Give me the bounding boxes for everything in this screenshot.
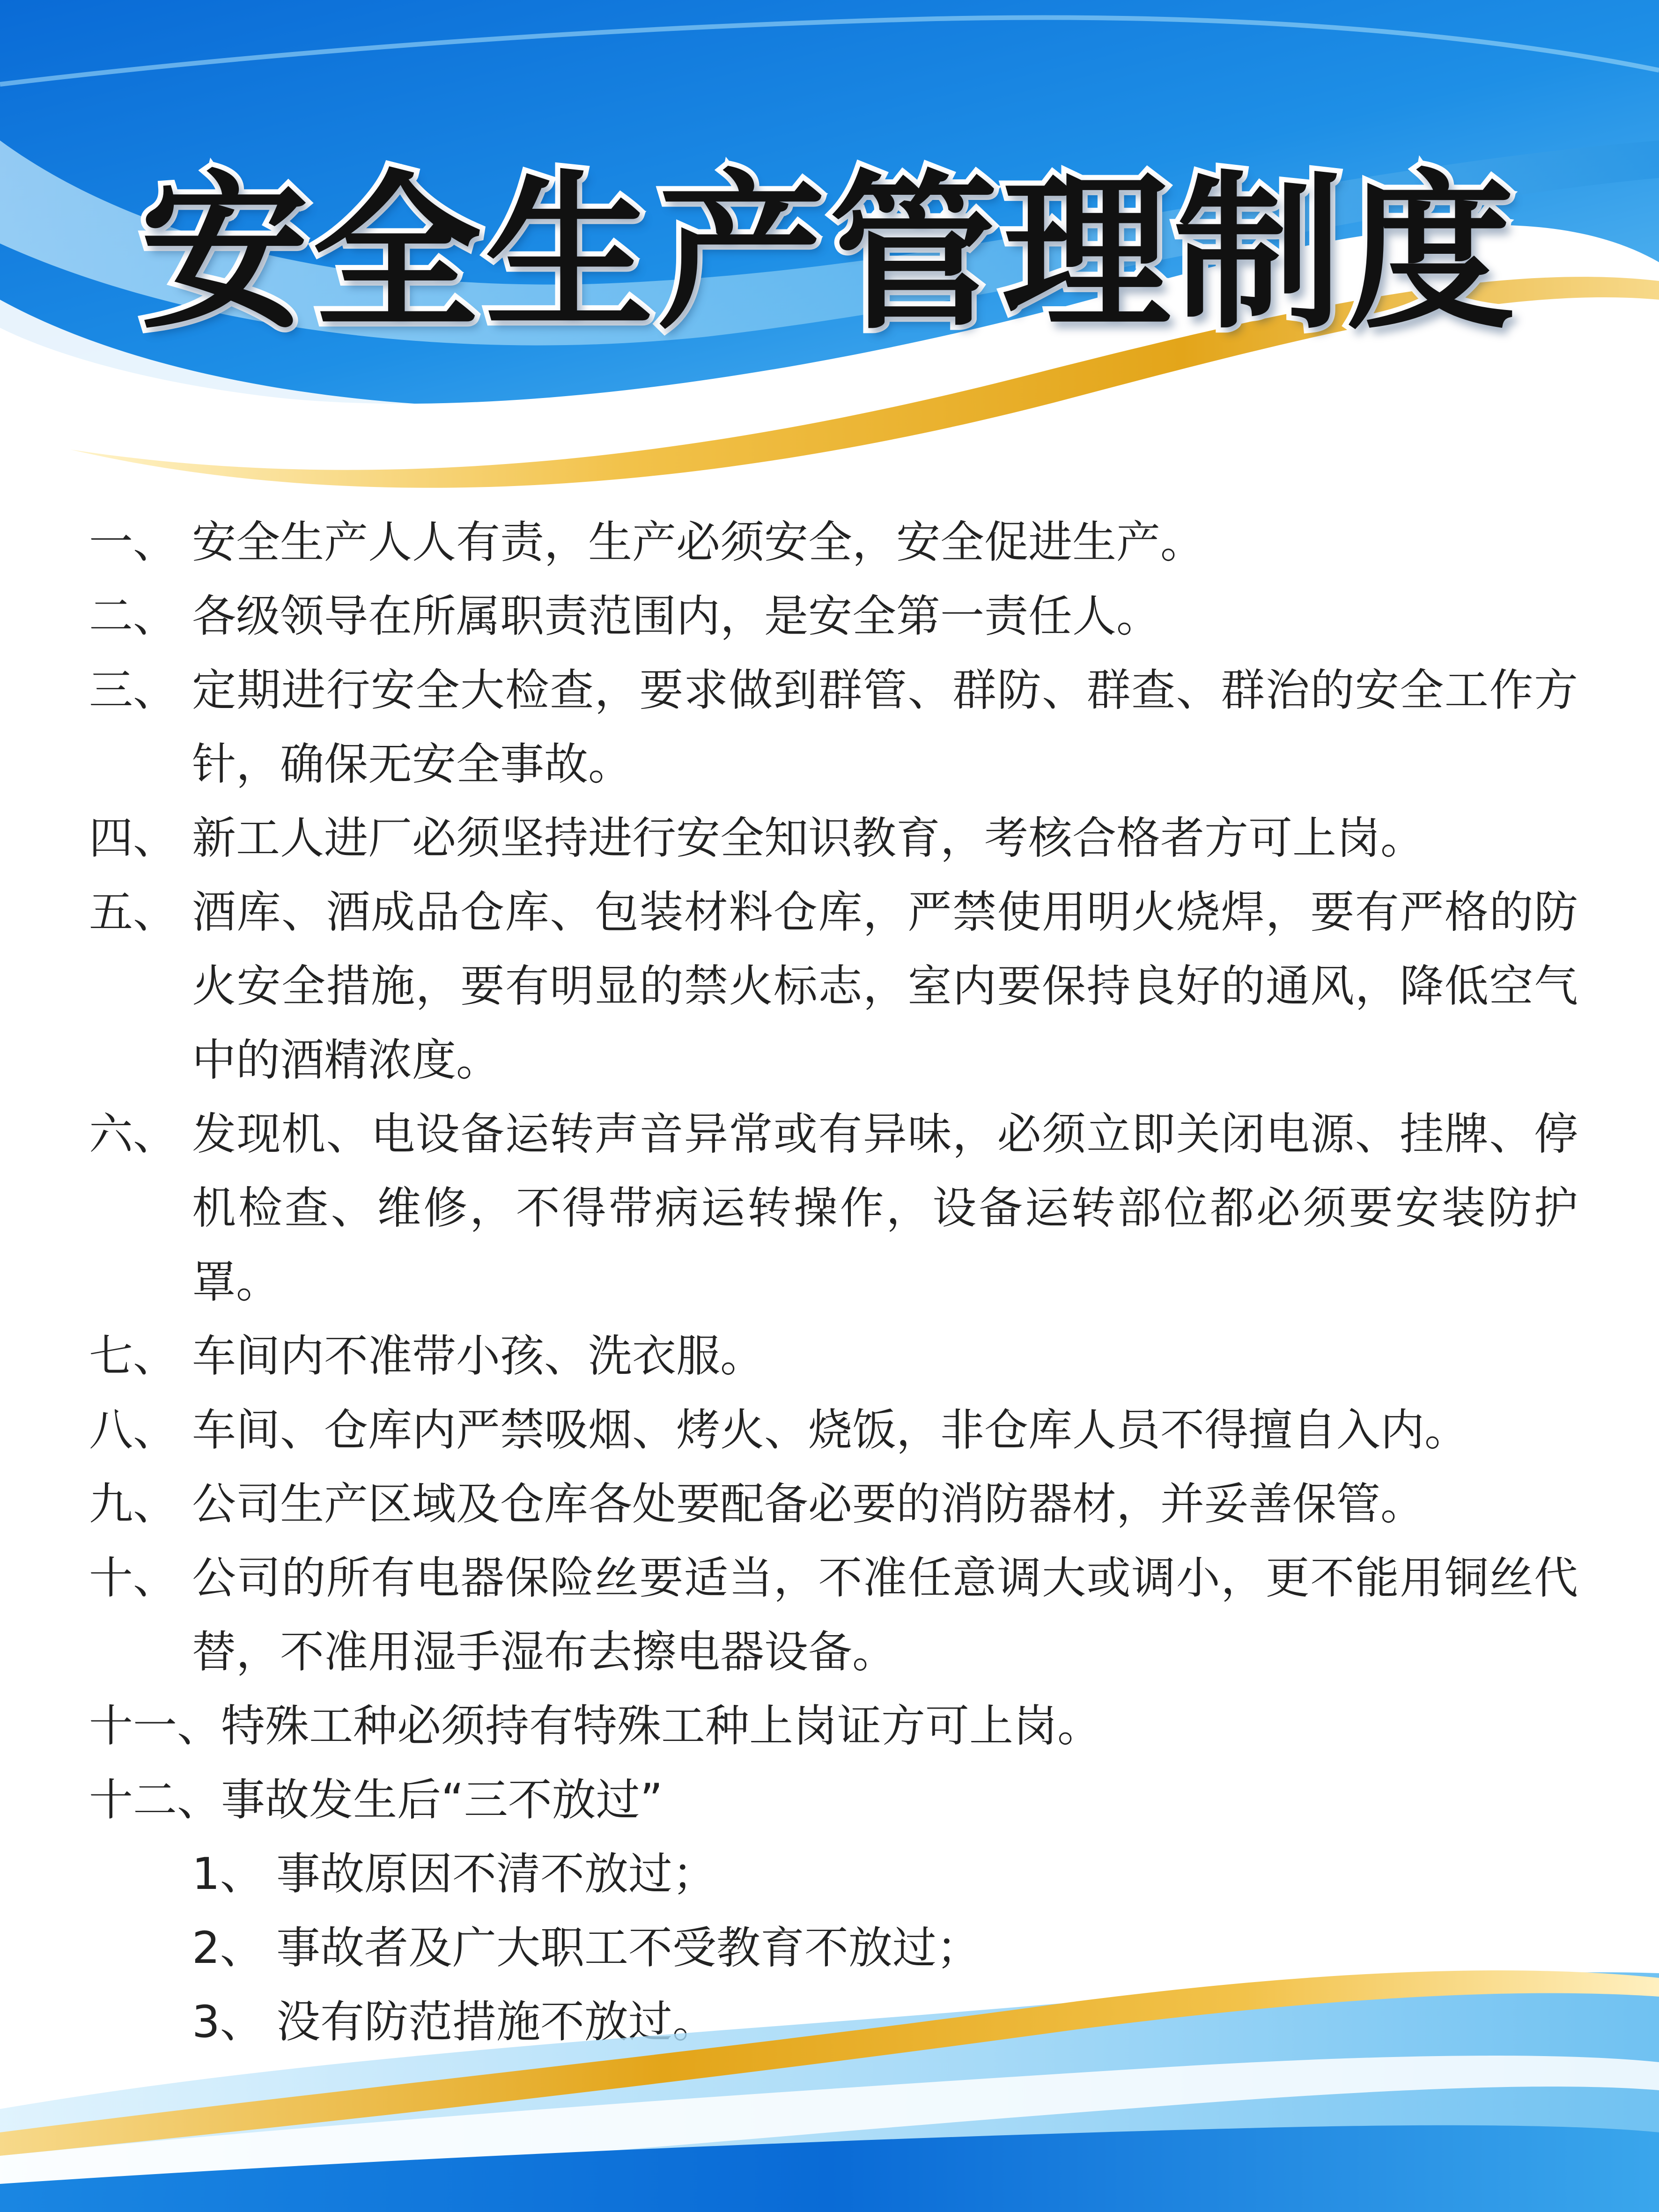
- list-item: [89, 1541, 1578, 1689]
- item-text: 事故发生后“三不放过”: [221, 1775, 663, 1826]
- list-item: [89, 1394, 1578, 1467]
- item-number: 十一、: [89, 1701, 221, 1752]
- sub-item-text: 没有防范措施不放过。: [276, 1997, 717, 2048]
- sub-item-text: 事故者及广大职工不受教育不放过；: [276, 1923, 981, 1974]
- item-text: 车间、仓库内严禁吸烟、烤火、烧饭，非仓库人员不得擅自入内。: [192, 1405, 1469, 1456]
- list-item: [89, 506, 1578, 580]
- list-item: [89, 654, 1578, 802]
- list-item: [89, 1689, 1578, 1763]
- list-item: [89, 876, 1578, 1098]
- item-text: 特殊工种必须持有特殊工种上岗证方可上岗。: [221, 1701, 1102, 1752]
- item-text: 公司生产区域及仓库各处要配备必要的消防器材，并妥善保管。: [192, 1479, 1425, 1530]
- item-text: 各级领导在所属职责范围内，是安全第一责任人。: [192, 591, 1161, 642]
- item-text: 定期进行安全大检查，要求做到群管、群防、群查、群治的安全工作方针，确保无安全事故。: [192, 665, 1578, 790]
- item-text: 酒库、酒成品仓库、包装材料仓库，严禁使用明火烧焊，要有严格的防火安全措施，要有明显的禁火标志，室内要保持良好的通风，降低空气中的酒精浓度。: [192, 887, 1578, 1086]
- item-number: 九、: [89, 1479, 177, 1530]
- list-item: [89, 1763, 1578, 1837]
- item-number: 七、: [89, 1331, 177, 1382]
- bottom-wave-decoration: [0, 1912, 1659, 2212]
- list-item: [89, 1320, 1578, 1394]
- item-number: 六、: [89, 1109, 177, 1160]
- item-number: 十、: [89, 1553, 177, 1604]
- item-number: 十二、: [89, 1775, 221, 1826]
- rules-list: [89, 506, 1578, 2059]
- list-item: [89, 802, 1578, 876]
- page-title: 安全生产管理制度: [140, 154, 1519, 352]
- list-item: [89, 580, 1578, 654]
- item-text: 安全生产人人有责，生产必须安全，安全促进生产。: [192, 517, 1205, 568]
- item-text: 公司的所有电器保险丝要适当，不准任意调大或调小，更不能用铜丝代替，不准用湿手湿布去擦电器设备。: [192, 1553, 1578, 1678]
- item-number: 三、: [89, 665, 177, 716]
- item-text: 车间内不准带小孩、洗衣服。: [192, 1331, 765, 1382]
- item-number: 二、: [89, 591, 177, 642]
- item-number: 四、: [89, 813, 177, 864]
- sub-list-item: [89, 1837, 1578, 1911]
- sub-item-text: 事故原因不清不放过；: [276, 1849, 717, 1900]
- item-text: 新工人进厂必须坚持进行安全知识教育，考核合格者方可上岗。: [192, 813, 1425, 864]
- sub-item-number: 3、: [192, 1997, 264, 2048]
- item-number: 五、: [89, 887, 177, 938]
- item-number: 一、: [89, 517, 177, 568]
- sub-item-number: 1、: [192, 1849, 264, 1900]
- item-number: 八、: [89, 1405, 177, 1456]
- list-item: [89, 1098, 1578, 1320]
- list-item: [89, 1467, 1578, 1541]
- item-text: 发现机、电设备运转声音异常或有异味，必须立即关闭电源、挂牌、停机检查、维修，不得带病运转操作，设备运转部位都必须要安装防护罩。: [192, 1109, 1578, 1308]
- sub-item-number: 2、: [192, 1923, 264, 1974]
